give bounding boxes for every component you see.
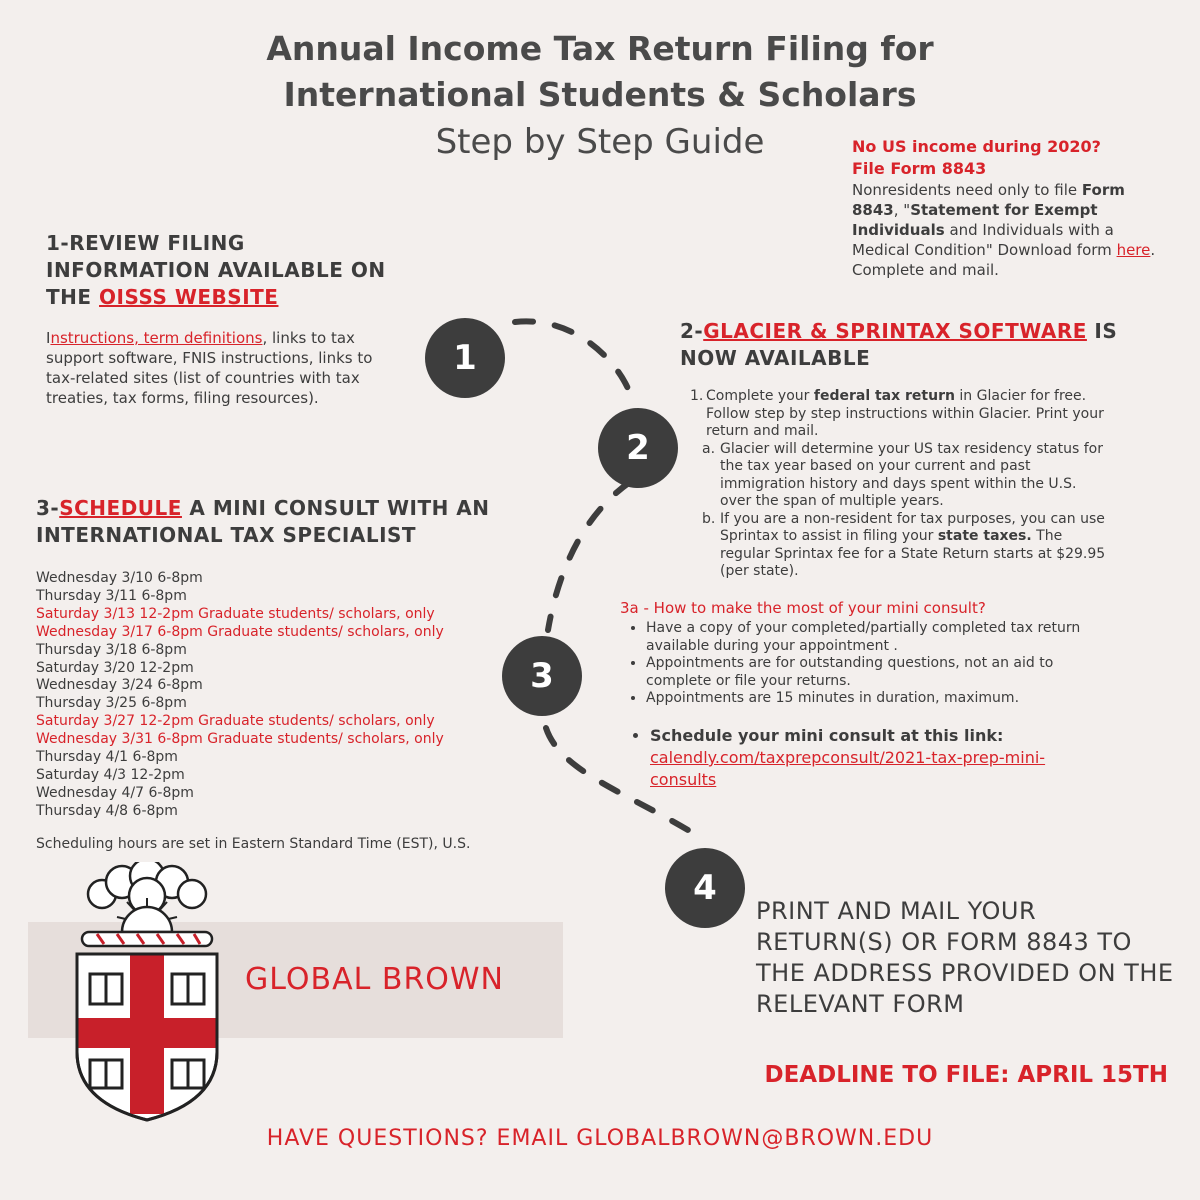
step-2-item-1a: a. Glacier will determine your US tax residency status for the tax year based on your current and past immigration history and days spent within the U.S. over the span of multiple years. bbox=[702, 440, 1103, 509]
no-income-body: Nonresidents need only to file Form 8843, "Statement for Exempt Individuals and Individuals with a Medical Condition" Download form here. Complete and mail. bbox=[852, 181, 1156, 279]
step-4-circle: 4 bbox=[665, 848, 745, 928]
deadline: DEADLINE TO FILE: APRIL 15TH bbox=[764, 1062, 1168, 1088]
title-line-2: International Students & Scholars bbox=[283, 75, 917, 114]
tips-heading: 3a - How to make the most of your mini consult? bbox=[620, 599, 986, 617]
session-item: Saturday 4/3 12-2pm bbox=[36, 766, 185, 783]
session-item: Thursday 3/25 6-8pm bbox=[36, 695, 187, 712]
session-item: Wednesday 4/7 6-8pm bbox=[36, 784, 194, 801]
form-8843-link[interactable]: here bbox=[1116, 241, 1151, 259]
step-3-heading: 3-SCHEDULE A MINI CONSULT WITH AN INTERNATIONAL TAX SPECIALIST bbox=[36, 496, 490, 547]
no-income-subheading: File Form 8843 bbox=[852, 159, 987, 178]
title-line-1: Annual Income Tax Return Filing for bbox=[266, 29, 934, 68]
session-item: Wednesday 3/17 6-8pm Graduate students/ scholars, only bbox=[36, 623, 444, 640]
step-1-heading: 1-REVIEW FILING INFORMATION AVAILABLE ON THE OISSS WEBSITE bbox=[46, 231, 386, 309]
step-1-circle: 1 bbox=[425, 318, 505, 398]
no-income-heading: No US income during 2020? bbox=[852, 137, 1101, 156]
step-2-item-1: 1. Complete your federal tax return in Glacier for free. Follow step by step instructions within Glacier. Print your return and mail. bbox=[690, 388, 1104, 439]
brand-name: GLOBAL BROWN bbox=[245, 962, 505, 997]
glacier-sprintax-link[interactable]: GLACIER & SPRINTAX SOFTWARE bbox=[703, 319, 1087, 343]
tip-item: • Appointments are 15 minutes in duration, maximum. bbox=[646, 690, 1090, 708]
session-item: Thursday 4/8 6-8pm bbox=[36, 802, 178, 819]
oisss-website-link[interactable]: OISSS WEBSITE bbox=[99, 285, 279, 309]
calendly-link[interactable]: calendly.com/taxprepconsult/2021-tax-prep-mini-consults bbox=[650, 748, 1046, 789]
scheduling-note: Scheduling hours are set in Eastern Standard Time (EST), U.S. bbox=[36, 836, 471, 852]
tip-item: • Appointments are for outstanding questions, not an aid to complete or file your returns. bbox=[646, 655, 1090, 690]
schedule-link-label: • Schedule your mini consult at this link: calendly.com/taxprepconsult/2021-tax-prep-mini-consults bbox=[650, 725, 1110, 791]
contact-email: HAVE QUESTIONS? EMAIL GLOBALBROWN@BROWN.EDU bbox=[266, 1126, 934, 1151]
subtitle: Step by Step Guide bbox=[435, 122, 765, 162]
session-item: Saturday 3/27 12-2pm Graduate students/ scholars, only bbox=[36, 713, 435, 730]
step-2-list bbox=[690, 388, 1110, 581]
session-item: Thursday 3/11 6-8pm bbox=[36, 587, 187, 604]
step-4-text: PRINT AND MAIL YOUR RETURN(S) OR FORM 8843 TO THE ADDRESS PROVIDED ON THE RELEVANT FORM bbox=[756, 897, 1174, 1018]
schedule-link[interactable]: SCHEDULE bbox=[59, 496, 182, 520]
step-1-description: Instructions, term definitions, links to tax support software, FNIS instructions, links to tax-related sites (list of countries with tax treaties, tax forms, filing resources). bbox=[46, 329, 373, 407]
tip-item: • Have a copy of your completed/partially completed tax return available during your appointment . bbox=[646, 620, 1090, 655]
instructions-link[interactable]: nstructions, term definitions bbox=[50, 329, 263, 347]
step-3-circle: 3 bbox=[502, 636, 582, 716]
session-item: Thursday 3/18 6-8pm bbox=[36, 641, 187, 658]
session-item: Saturday 3/20 12-2pm bbox=[36, 659, 194, 676]
session-schedule bbox=[36, 570, 516, 821]
brown-shield-logo bbox=[72, 862, 222, 1122]
session-item: Thursday 4/1 6-8pm bbox=[36, 749, 178, 766]
consult-tips bbox=[620, 598, 1090, 708]
schedule-link-block bbox=[630, 725, 1110, 791]
session-item: Wednesday 3/31 6-8pm Graduate students/ scholars, only bbox=[36, 731, 444, 748]
session-item: Saturday 3/13 12-2pm Graduate students/ scholars, only bbox=[36, 605, 435, 622]
session-item: Wednesday 3/10 6-8pm bbox=[36, 570, 203, 586]
session-item: Wednesday 3/24 6-8pm bbox=[36, 677, 203, 694]
step-2-circle: 2 bbox=[598, 408, 678, 488]
step-2-item-1b: b. If you are a non-resident for tax purposes, you can use Sprintax to assist in filing your state taxes. The regular Sprintax fee for a State Return starts at $29.95 (per state). bbox=[702, 510, 1106, 579]
step-2-heading: 2-GLACIER & SPRINTAX SOFTWARE IS NOW AVAILABLE bbox=[680, 319, 1118, 370]
